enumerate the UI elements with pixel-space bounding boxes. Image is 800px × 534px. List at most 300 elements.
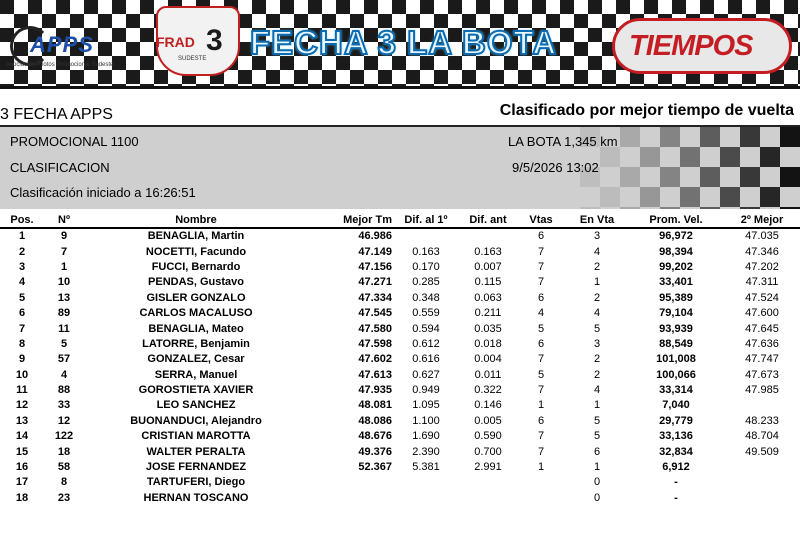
checker-square bbox=[266, 70, 280, 84]
checker-square bbox=[784, 84, 798, 86]
frad3-logo bbox=[148, 6, 244, 76]
cell-difant: 0.700 bbox=[474, 445, 502, 458]
checker-square bbox=[504, 0, 518, 14]
category-label: PROMOCIONAL 1100 bbox=[10, 134, 139, 149]
cell-speed: 95,389 bbox=[659, 291, 693, 304]
cell-pos: 16 bbox=[15, 461, 29, 474]
cell-pos: 8 bbox=[18, 337, 26, 350]
checker-square bbox=[560, 84, 574, 86]
cell-laps: 7 bbox=[537, 430, 545, 443]
cell-name: HERNAN TOSCANO bbox=[143, 491, 249, 504]
cell-speed: 7,040 bbox=[662, 399, 690, 412]
checker-square bbox=[364, 0, 378, 14]
cell-name: CRISTIAN MAROTTA bbox=[141, 430, 251, 443]
checker-square bbox=[620, 127, 640, 147]
cell-difant: 0.322 bbox=[474, 384, 502, 397]
cell-pos: 15 bbox=[15, 445, 29, 458]
checker-square bbox=[784, 0, 798, 14]
frad-logo-subtitle: SUDESTE bbox=[178, 56, 207, 62]
checker-square bbox=[420, 0, 434, 14]
cell-num: 57 bbox=[57, 353, 71, 366]
cell-pos: 1 bbox=[18, 230, 26, 243]
cell-speed: 88,549 bbox=[659, 337, 693, 350]
cell-dif1: 1.690 bbox=[412, 430, 440, 443]
cell-pos: 10 bbox=[15, 368, 29, 381]
table-row bbox=[0, 429, 800, 444]
cell-onlap: 4 bbox=[593, 307, 601, 320]
cell-second: 47.311 bbox=[745, 276, 779, 289]
table-row bbox=[0, 475, 800, 490]
cell-laps bbox=[516, 491, 566, 506]
cell-name: GOROSTIETA XAVIER bbox=[138, 384, 254, 397]
cell-speed: 6,912 bbox=[662, 461, 690, 474]
cell-second bbox=[724, 460, 800, 475]
cell-onlap: 5 bbox=[593, 414, 601, 427]
cell-name: FUCCI, Bernardo bbox=[151, 260, 241, 273]
cell-onlap: 1 bbox=[593, 461, 601, 474]
table-row bbox=[0, 414, 800, 429]
cell-best: 47.545 bbox=[358, 307, 392, 320]
column-header-difant: Dif. ant bbox=[460, 212, 516, 228]
cell-num: 10 bbox=[57, 276, 71, 289]
session-start-label: Clasificación iniciado a 16:26:51 bbox=[10, 185, 196, 200]
checker-square bbox=[644, 0, 658, 14]
column-header-onlap: En Vta bbox=[566, 212, 628, 228]
cell-pos: 5 bbox=[18, 291, 26, 304]
checker-square bbox=[504, 84, 518, 86]
cell-best: 47.935 bbox=[358, 384, 392, 397]
apps-logo-text: APPS bbox=[30, 32, 94, 57]
cell-difant: 0.035 bbox=[474, 322, 502, 335]
cell-speed: 33,136 bbox=[659, 430, 693, 443]
cell-laps: 6 bbox=[537, 414, 545, 427]
checker-square bbox=[140, 84, 154, 86]
checker-square bbox=[392, 0, 406, 14]
checker-square bbox=[700, 84, 714, 86]
cell-onlap: 1 bbox=[593, 399, 601, 412]
table-row bbox=[0, 321, 800, 336]
checker-square bbox=[84, 0, 98, 14]
cell-laps: 7 bbox=[537, 353, 545, 366]
cell-dif1: 1.095 bbox=[412, 399, 440, 412]
cell-best: 46.986 bbox=[358, 230, 392, 243]
cell-speed: 99,202 bbox=[659, 260, 693, 273]
cell-name: CARLOS MACALUSO bbox=[139, 307, 253, 320]
cell-difant: 0.063 bbox=[474, 291, 502, 304]
cell-difant bbox=[460, 228, 516, 244]
cell-dif1: 0.594 bbox=[412, 322, 440, 335]
checker-square bbox=[756, 0, 770, 14]
checker-square bbox=[588, 84, 602, 86]
tiempos-logo-text: TIEMPOS bbox=[629, 30, 753, 62]
cell-num: 88 bbox=[57, 384, 71, 397]
cell-second: 47.202 bbox=[745, 260, 779, 273]
checker-square bbox=[780, 127, 800, 147]
cell-onlap: 5 bbox=[593, 430, 601, 443]
table-row bbox=[0, 444, 800, 459]
cell-difant: 0.004 bbox=[474, 353, 502, 366]
cell-dif1: 5.381 bbox=[412, 461, 440, 474]
cell-num: 9 bbox=[60, 230, 68, 243]
checker-square bbox=[740, 207, 760, 209]
cell-pos: 9 bbox=[18, 353, 26, 366]
table-row bbox=[0, 460, 800, 475]
cell-speed: - bbox=[674, 476, 678, 489]
cell-laps: 4 bbox=[537, 307, 545, 320]
cell-difant: 0.007 bbox=[474, 260, 502, 273]
checker-square bbox=[660, 207, 680, 209]
checker-square bbox=[756, 84, 770, 86]
checker-square bbox=[336, 0, 350, 14]
checker-square bbox=[672, 0, 686, 14]
cell-dif1 bbox=[392, 491, 460, 506]
cell-second: 47.673 bbox=[745, 368, 779, 381]
checker-square bbox=[720, 147, 740, 167]
table-row bbox=[0, 244, 800, 259]
checker-square bbox=[728, 0, 742, 14]
cell-dif1: 0.170 bbox=[412, 260, 440, 273]
cell-num: 13 bbox=[57, 291, 71, 304]
cell-onlap: 0 bbox=[593, 476, 601, 489]
checker-square bbox=[224, 84, 238, 86]
cell-best bbox=[308, 491, 392, 506]
cell-difant: 0.146 bbox=[474, 399, 502, 412]
column-header-laps: Vtas bbox=[516, 212, 566, 228]
checker-square bbox=[620, 167, 640, 187]
table-row bbox=[0, 352, 800, 367]
cell-difant: 0.211 bbox=[474, 307, 502, 320]
cell-best: 47.271 bbox=[358, 276, 392, 289]
cell-onlap: 5 bbox=[593, 322, 601, 335]
checker-square bbox=[728, 84, 742, 86]
cell-onlap: 0 bbox=[593, 491, 601, 504]
checker-square bbox=[0, 84, 14, 86]
cell-name: GISLER GONZALO bbox=[146, 291, 246, 304]
cell-onlap: 3 bbox=[593, 230, 601, 243]
checker-square bbox=[532, 84, 546, 86]
checker-square bbox=[168, 84, 182, 86]
frad-logo-number: 3 bbox=[206, 24, 223, 57]
checker-square bbox=[720, 187, 740, 207]
cell-laps: 1 bbox=[537, 399, 545, 412]
cell-laps: 6 bbox=[537, 230, 545, 243]
checker-square bbox=[602, 14, 616, 28]
checker-square bbox=[112, 0, 126, 14]
cell-second bbox=[724, 491, 800, 506]
checker-square bbox=[532, 0, 546, 14]
checker-square bbox=[252, 0, 266, 14]
cell-name: TARTUFERI, Diego bbox=[146, 476, 246, 489]
column-header-dif1: Dif. al 1º bbox=[392, 212, 460, 228]
cell-speed: 33,314 bbox=[659, 384, 693, 397]
apps-logo bbox=[4, 18, 132, 76]
cell-difant: 0.005 bbox=[474, 414, 502, 427]
cell-speed: 79,104 bbox=[659, 307, 693, 320]
checker-square bbox=[28, 84, 42, 86]
checker-square bbox=[112, 84, 126, 86]
cell-difant: 0.163 bbox=[474, 245, 502, 258]
cell-name: GONZALEZ, Cesar bbox=[147, 353, 245, 366]
cell-onlap: 4 bbox=[593, 245, 601, 258]
cell-num: 11 bbox=[58, 322, 70, 335]
checker-square bbox=[28, 0, 42, 14]
checker-square bbox=[760, 187, 780, 207]
checker-square bbox=[476, 84, 490, 86]
cell-onlap: 2 bbox=[593, 368, 601, 381]
cell-name: JOSE FERNANDEZ bbox=[145, 461, 247, 474]
cell-speed: - bbox=[674, 491, 678, 504]
cell-pos: 4 bbox=[18, 276, 26, 289]
checker-square bbox=[546, 70, 560, 84]
checker-square bbox=[448, 84, 462, 86]
cell-dif1: 0.559 bbox=[412, 307, 440, 320]
cell-pos: 7 bbox=[18, 322, 26, 335]
tiempos-logo bbox=[612, 18, 792, 74]
cell-difant bbox=[460, 475, 516, 490]
cell-dif1 bbox=[392, 228, 460, 244]
cell-onlap: 2 bbox=[593, 291, 601, 304]
cell-speed: 101,008 bbox=[656, 353, 696, 366]
column-header-second: 2º Mejor bbox=[724, 212, 800, 228]
cell-name: BENAGLIA, Mateo bbox=[148, 322, 244, 335]
cell-pos: 12 bbox=[15, 399, 29, 412]
cell-num: 4 bbox=[60, 368, 68, 381]
cell-difant: 0.115 bbox=[474, 276, 502, 289]
cell-laps: 7 bbox=[537, 260, 545, 273]
cell-speed: 32,834 bbox=[659, 445, 693, 458]
cell-num: 8 bbox=[60, 476, 68, 489]
cell-best: 47.580 bbox=[358, 322, 392, 335]
cell-best: 47.334 bbox=[358, 291, 392, 304]
cell-second: 47.600 bbox=[745, 307, 779, 320]
cell-num: 1 bbox=[60, 260, 68, 273]
cell-second: 47.747 bbox=[745, 353, 779, 366]
checker-square bbox=[780, 207, 800, 209]
checker-square bbox=[476, 0, 490, 14]
checker-square bbox=[740, 127, 760, 147]
cell-dif1: 0.627 bbox=[412, 368, 440, 381]
checker-square bbox=[308, 84, 322, 86]
cell-dif1 bbox=[392, 475, 460, 490]
checker-square bbox=[378, 70, 392, 84]
checker-square bbox=[620, 207, 640, 209]
cell-best: 48.676 bbox=[358, 430, 392, 443]
checker-square bbox=[434, 70, 448, 84]
cell-second bbox=[724, 475, 800, 490]
checker-square bbox=[680, 187, 700, 207]
cell-speed: 100,066 bbox=[656, 368, 696, 381]
cell-best: 49.376 bbox=[358, 445, 392, 458]
table-row bbox=[0, 291, 800, 306]
checker-square bbox=[560, 0, 574, 14]
checker-square bbox=[616, 0, 630, 14]
cell-pos: 11 bbox=[16, 384, 28, 397]
cell-speed: 98,394 bbox=[659, 245, 693, 258]
cell-best: 47.602 bbox=[358, 353, 392, 366]
table-row bbox=[0, 306, 800, 321]
cell-second: 48.233 bbox=[745, 414, 779, 427]
cell-second: 47.645 bbox=[745, 322, 779, 335]
cell-name: NOCETTI, Facundo bbox=[145, 245, 247, 258]
cell-pos: 17 bbox=[15, 476, 29, 489]
cell-name: WALTER PERALTA bbox=[146, 445, 246, 458]
checker-square bbox=[600, 187, 620, 207]
cell-dif1: 0.348 bbox=[412, 291, 440, 304]
cell-speed: 29,779 bbox=[659, 414, 693, 427]
cell-speed: 93,939 bbox=[659, 322, 693, 335]
checker-square bbox=[680, 147, 700, 167]
checker-square bbox=[574, 42, 588, 56]
cell-pos: 18 bbox=[15, 491, 29, 504]
cell-best: 48.086 bbox=[358, 414, 392, 427]
cell-name: BUONANDUCI, Alejandro bbox=[130, 414, 262, 427]
cell-onlap: 6 bbox=[593, 445, 601, 458]
cell-laps: 6 bbox=[537, 291, 545, 304]
cell-laps: 7 bbox=[537, 276, 545, 289]
cell-num: 12 bbox=[57, 414, 71, 427]
cell-onlap: 2 bbox=[593, 353, 601, 366]
cell-laps: 7 bbox=[537, 384, 545, 397]
checker-square bbox=[392, 84, 406, 86]
cell-name: LATORRE, Benjamin bbox=[142, 337, 250, 350]
checker-square bbox=[616, 84, 630, 86]
checker-square bbox=[56, 0, 70, 14]
column-header-pos: Pos. bbox=[0, 212, 44, 228]
checker-square bbox=[84, 84, 98, 86]
frad-logo-text: FRAD bbox=[156, 34, 195, 50]
checker-square bbox=[640, 147, 660, 167]
cell-speed: 33,401 bbox=[659, 276, 693, 289]
checker-square bbox=[640, 187, 660, 207]
cell-onlap: 2 bbox=[593, 260, 601, 273]
checker-square bbox=[350, 70, 364, 84]
cell-second: 49.509 bbox=[745, 445, 779, 458]
checker-square bbox=[560, 56, 574, 70]
cell-second: 48.704 bbox=[745, 430, 779, 443]
column-header-num: Nº bbox=[44, 212, 84, 228]
checker-square bbox=[700, 0, 714, 14]
results-table bbox=[0, 212, 800, 506]
results-header-row bbox=[0, 212, 800, 228]
checker-square bbox=[336, 84, 350, 86]
checker-square bbox=[644, 84, 658, 86]
cell-second: 47.346 bbox=[745, 245, 779, 258]
checker-square bbox=[420, 84, 434, 86]
cell-pos: 3 bbox=[18, 260, 26, 273]
cell-dif1: 2.390 bbox=[412, 445, 440, 458]
checker-square bbox=[560, 28, 574, 42]
checker-square bbox=[588, 0, 602, 14]
cell-laps bbox=[516, 475, 566, 490]
cell-laps: 6 bbox=[537, 337, 545, 350]
cell-num: 122 bbox=[54, 430, 74, 443]
cell-num: 7 bbox=[60, 245, 68, 258]
checker-square bbox=[574, 70, 588, 84]
cell-dif1: 0.616 bbox=[412, 353, 440, 366]
cell-num: 23 bbox=[57, 491, 71, 504]
cell-name: SERRA, Manuel bbox=[154, 368, 238, 381]
session-label: CLASIFICACION bbox=[10, 160, 110, 175]
cell-onlap: 4 bbox=[593, 384, 601, 397]
checker-square bbox=[196, 84, 210, 86]
checker-square bbox=[406, 70, 420, 84]
cell-best: 47.598 bbox=[358, 337, 392, 350]
cell-difant: 0.590 bbox=[474, 430, 502, 443]
table-row bbox=[0, 368, 800, 383]
checker-square bbox=[280, 84, 294, 86]
table-row bbox=[0, 275, 800, 290]
event-subtitle: 3 FECHA APPS bbox=[0, 106, 113, 123]
checker-square bbox=[780, 167, 800, 187]
cell-second: 47.035 bbox=[745, 230, 779, 243]
cell-num: 89 bbox=[57, 307, 71, 320]
cell-num: 5 bbox=[60, 337, 68, 350]
table-row bbox=[0, 398, 800, 413]
cell-second: 47.636 bbox=[745, 337, 779, 350]
cell-onlap: 1 bbox=[593, 276, 601, 289]
table-row bbox=[0, 337, 800, 352]
cell-speed: 96,972 bbox=[659, 230, 693, 243]
cell-pos: 2 bbox=[18, 245, 26, 258]
session-datetime: 9/5/2026 13:02 bbox=[512, 160, 599, 175]
cell-best bbox=[308, 475, 392, 490]
cell-onlap: 3 bbox=[593, 337, 601, 350]
ranking-method-title: Clasificado por mejor tiempo de vuelta bbox=[499, 102, 794, 119]
cell-name: PENDAS, Gustavo bbox=[148, 276, 244, 289]
cell-best: 48.081 bbox=[358, 399, 392, 412]
cell-dif1: 0.163 bbox=[412, 245, 440, 258]
cell-laps: 7 bbox=[537, 445, 545, 458]
event-title: FECHA 3 LA BOTA bbox=[250, 24, 558, 61]
table-row bbox=[0, 383, 800, 398]
cell-second: 47.524 bbox=[745, 291, 779, 304]
checker-square bbox=[252, 84, 266, 86]
checker-square bbox=[448, 0, 462, 14]
checker-square bbox=[760, 147, 780, 167]
checker-square bbox=[672, 84, 686, 86]
column-header-speed: Prom. Vel. bbox=[628, 212, 724, 228]
cell-laps: 1 bbox=[537, 461, 545, 474]
cell-best: 47.156 bbox=[358, 260, 392, 273]
cell-best: 47.149 bbox=[358, 245, 392, 258]
cell-laps: 7 bbox=[537, 245, 545, 258]
cell-pos: 14 bbox=[15, 430, 29, 443]
checker-square bbox=[602, 70, 616, 84]
checker-square bbox=[462, 70, 476, 84]
cell-best: 47.613 bbox=[358, 368, 392, 381]
table-row bbox=[0, 228, 800, 244]
cell-num: 18 bbox=[57, 445, 71, 458]
checker-square bbox=[740, 167, 760, 187]
cell-num: 58 bbox=[57, 461, 71, 474]
results-body bbox=[0, 228, 800, 506]
checker-square bbox=[56, 84, 70, 86]
cell-num: 33 bbox=[57, 399, 71, 412]
cell-dif1: 0.949 bbox=[412, 384, 440, 397]
cell-difant: 0.018 bbox=[474, 337, 502, 350]
checker-square bbox=[588, 56, 602, 70]
checker-square bbox=[700, 167, 720, 187]
checker-square bbox=[574, 14, 588, 28]
cell-dif1: 0.285 bbox=[412, 276, 440, 289]
table-row bbox=[0, 260, 800, 275]
cell-pos: 6 bbox=[18, 307, 26, 320]
column-header-best: Mejor Tm bbox=[308, 212, 392, 228]
checker-square bbox=[280, 0, 294, 14]
cell-laps: 5 bbox=[537, 322, 545, 335]
cell-difant: 2.991 bbox=[474, 461, 502, 474]
cell-name: LEO SANCHEZ bbox=[156, 399, 236, 412]
